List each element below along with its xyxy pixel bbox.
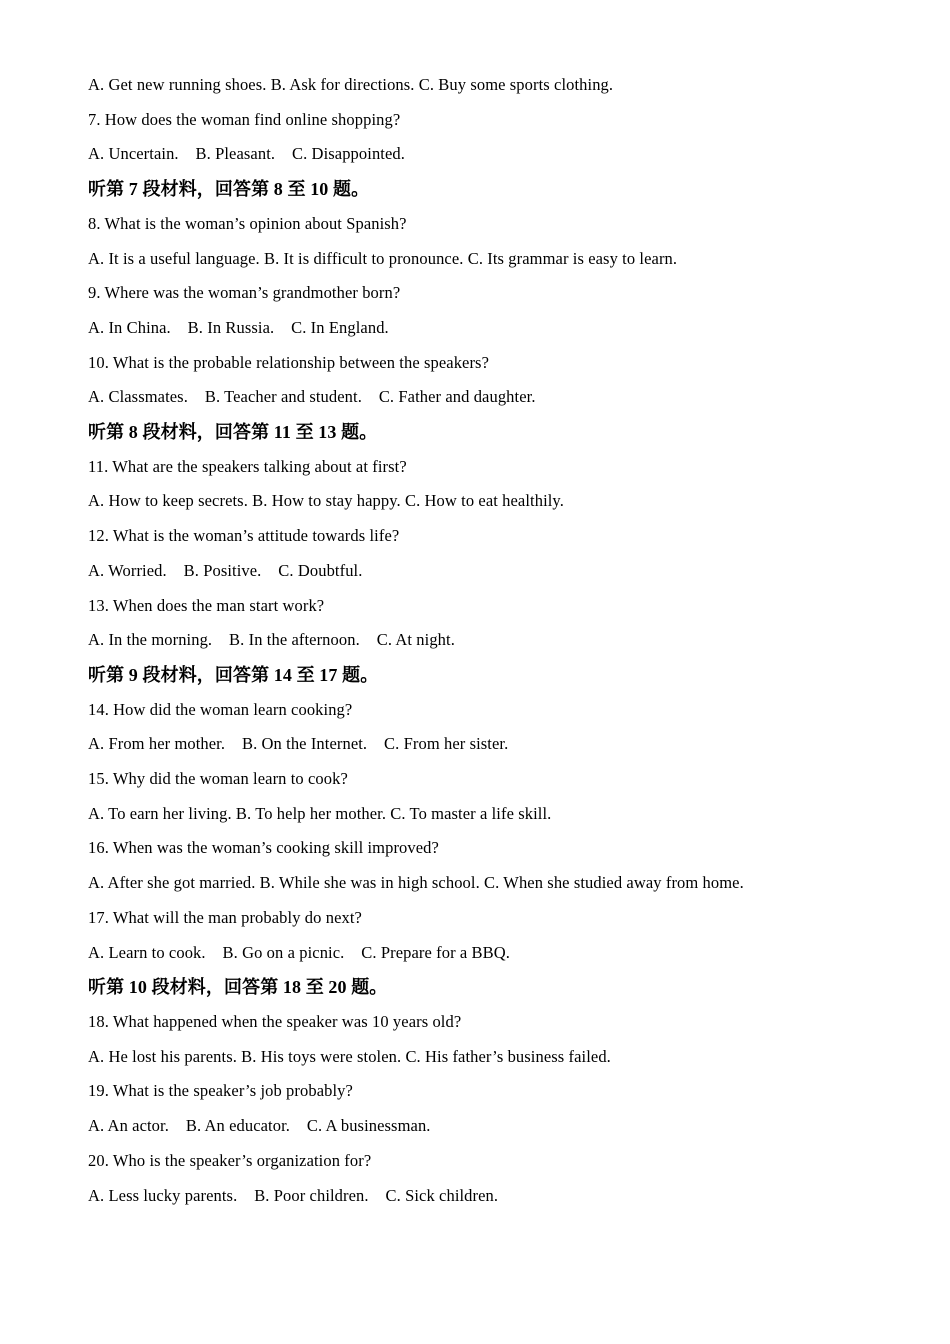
options-line: A. Classmates. B. Teacher and student. C. Father and daughter. [88, 387, 536, 407]
question-line: 20. Who is the speaker’s organization for? [88, 1150, 372, 1170]
question-line: 7. How does the woman find online shopping? [88, 109, 401, 129]
options-line: A. Get new running shoes. B. Ask for directions. C. Buy some sports clothing. [88, 75, 614, 94]
question-line: 15. Why did the woman learn to cook? [88, 769, 348, 789]
options-line: A. To earn her living. B. To help her mother. C. To master a life skill. [88, 803, 552, 823]
options-line: A. Worried. B. Positive. C. Doubtful. [88, 560, 363, 580]
section-header: 听第 7 段材料，回答第 8 至 10 题。 [88, 179, 370, 200]
options-line: A. It is a useful language. B. It is difficult to pronounce. C. Its grammar is easy to learn. [88, 248, 678, 268]
question-line: 17. What will the man probably do next? [88, 907, 362, 927]
question-line: 13. When does the man start work? [88, 595, 325, 615]
options-line: A. How to keep secrets. B. How to stay happy. C. How to eat healthily. [88, 491, 564, 511]
question-line: 10. What is the probable relationship between the speakers? [88, 352, 490, 372]
section-header: 听第 9 段材料，回答第 14 至 17 题。 [88, 664, 379, 685]
options-line: A. He lost his parents. B. His toys were stolen. C. His father’s business failed. [88, 1046, 611, 1066]
options-line: A. An actor. B. An educator. C. A businessman. [88, 1116, 431, 1136]
options-line: A. From her mother. B. On the Internet. C. From her sister. [88, 734, 509, 754]
question-line: 16. When was the woman’s cooking skill improved? [88, 838, 439, 858]
question-line: 12. What is the woman’s attitude towards life? [88, 526, 400, 546]
options-line: A. Uncertain. B. Pleasant. C. Disappointed. [88, 144, 405, 164]
section-header: 听第 8 段材料，回答第 11 至 13 题。 [88, 422, 378, 443]
question-line: 14. How did the woman learn cooking? [88, 699, 353, 719]
options-line: A. In China. B. In Russia. C. In England. [88, 317, 389, 337]
options-line: A. Less lucky parents. B. Poor children. C. Sick children. [88, 1185, 499, 1205]
question-line: 19. What is the speaker’s job probably? [88, 1081, 353, 1101]
question-line: 18. What happened when the speaker was 10 years old? [88, 1011, 462, 1031]
options-line: A. In the morning. B. In the afternoon. C. At night. [88, 630, 455, 650]
question-line: 8. What is the woman’s opinion about Spanish? [88, 213, 407, 233]
question-line: 9. Where was the woman’s grandmother born? [88, 283, 401, 303]
section-header: 听第 10 段材料，回答第 18 至 20 题。 [88, 977, 388, 998]
options-line: A. Learn to cook. B. Go on a picnic. C. Prepare for a BBQ. [88, 942, 511, 962]
options-line: A. After she got married. B. While she was in high school. C. When she studied away from home. [88, 873, 744, 893]
question-line: 11. What are the speakers talking about at first? [88, 456, 407, 476]
